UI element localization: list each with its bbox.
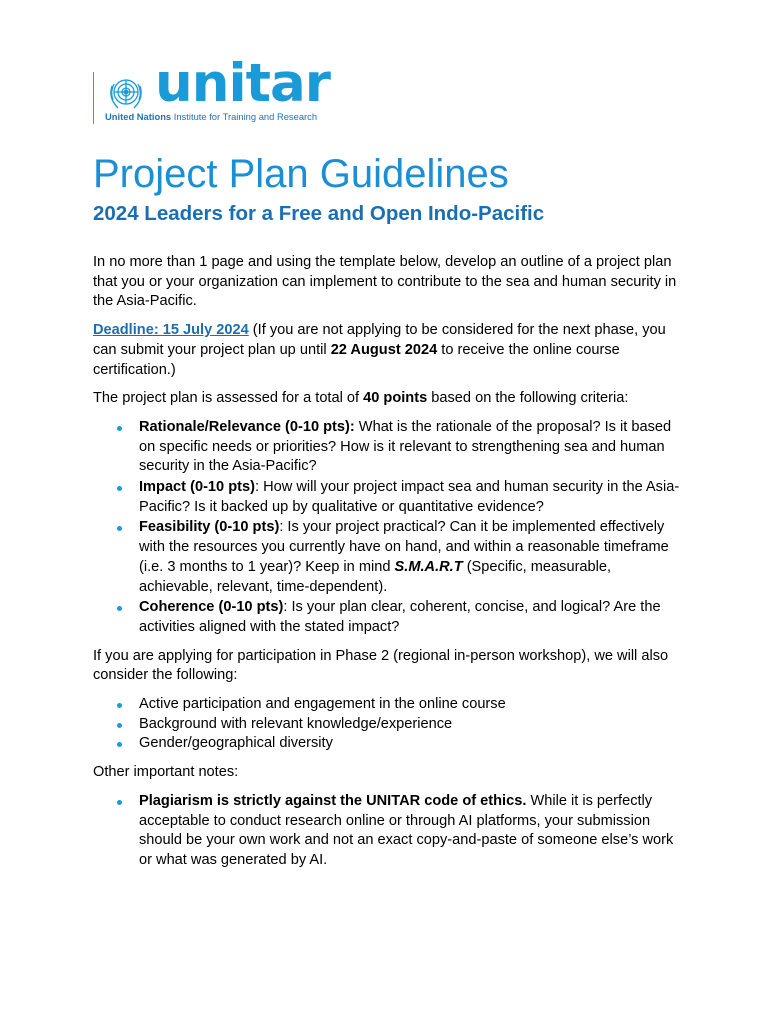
unitar-logo: [93, 53, 353, 128]
page-subtitle: 2024 Leaders for a Free and Open Indo-Pacific: [93, 202, 545, 225]
list-item: Coherence (0-10 pts): Is your plan clear, coherent, concise, and logical? Are the activities aligned with the stated impact?: [139, 598, 683, 637]
intro-paragraph: In no more than 1 page and using the template below, develop an outline of a project plan that you or your organization can implement to contribute to the sea and human security in the Asia-Pacific.: [93, 254, 677, 310]
criteria-list: [93, 418, 683, 638]
page-title: Project Plan Guidelines: [93, 152, 509, 196]
logo-wordmark: unitar: [155, 53, 330, 114]
phase2-list: [93, 695, 683, 754]
list-item: Gender/geographical diversity: [139, 734, 683, 754]
un-emblem-icon: [104, 72, 148, 116]
notes-list: [93, 792, 683, 871]
logo-divider: [93, 72, 94, 124]
document-body: [93, 253, 683, 880]
deadline-paragraph: Deadline: 15 July 2024 (If you are not applying to be considered for the next phase, you can submit your project plan up until 22 August 2024 to receive the online course certification.): [93, 322, 666, 378]
criteria-intro: The project plan is assessed for a total of 40 points based on the following criteria:: [93, 390, 629, 407]
list-item: Plagiarism is strictly against the UNITAR code of ethics. While it is perfectly acceptable to conduct research online or through AI platforms, your submission should be your own work and not an exact copy-and-paste of someone else’s work or what was generated by AI.: [139, 792, 683, 871]
phase2-intro: If you are applying for participation in Phase 2 (regional in-person workshop), we will also consider the following:: [93, 647, 669, 684]
list-item: Active participation and engagement in the online course: [139, 695, 683, 715]
list-item: Rationale/Relevance (0-10 pts): What is the rationale of the proposal? Is it based on specific needs or priorities? How is it relevant to strengthening sea and human security in the Asia-Pacific?: [139, 418, 683, 477]
deadline-link[interactable]: Deadline: 15 July 2024: [93, 322, 249, 339]
logo-tagline: United Nations Institute for Training and Research: [105, 111, 318, 122]
list-item: Impact (0-10 pts): How will your project impact sea and human security in the Asia-Pacific? Is it backed up by qualitative or quantitative evidence?: [139, 478, 683, 517]
list-item: Feasibility (0-10 pts): Is your project practical? Can it be implemented effectively with the resources you currently have on hand, and within a reasonable timeframe (i.e. 3 months to 1 year)? Keep in mind S.M.A.R.T (Specific, measurable, achievable, relevant, time-dependent).: [139, 518, 683, 597]
notes-intro: Other important notes:: [93, 764, 239, 781]
list-item: Background with relevant knowledge/experience: [139, 715, 683, 735]
